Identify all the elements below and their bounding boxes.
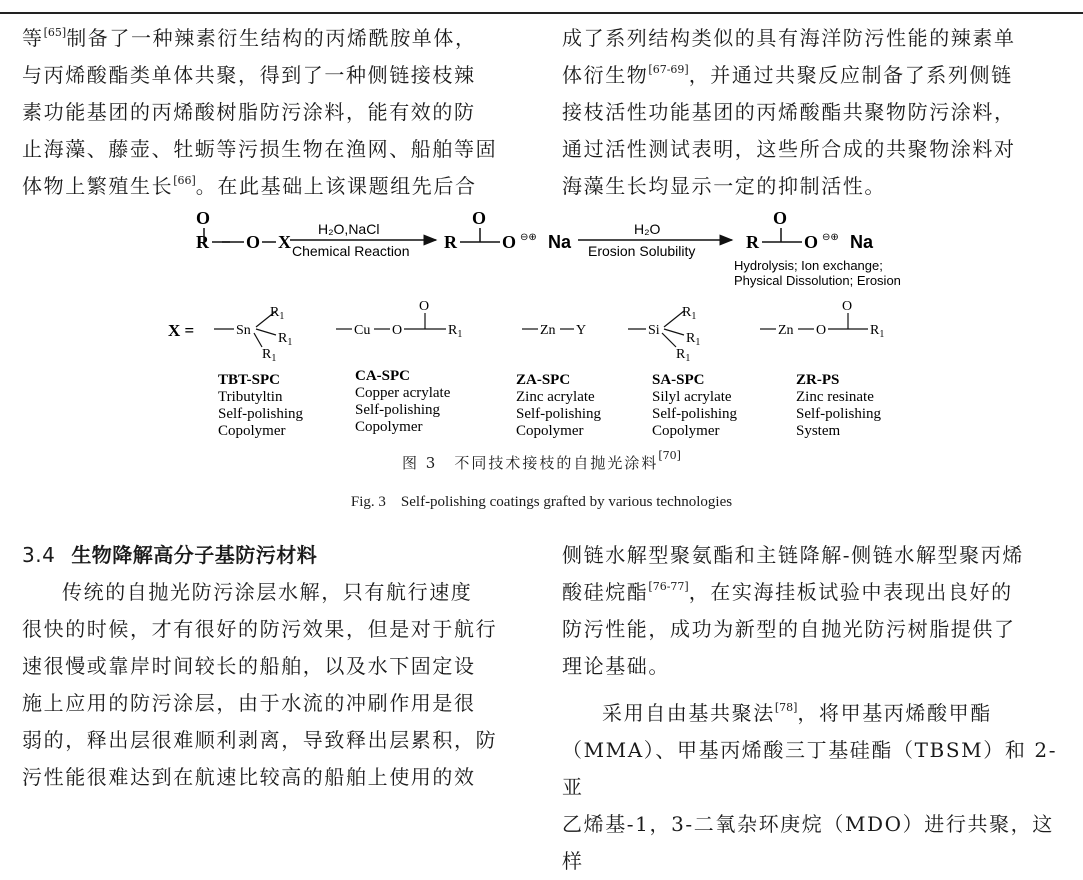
svg-text:O: O <box>472 208 487 228</box>
svg-text:Copolymer: Copolymer <box>355 419 423 435</box>
x-group: X <box>278 232 291 252</box>
svg-text:Self-polishing: Self-polishing <box>652 406 737 422</box>
svg-text:R1: $R_1$ <box>682 305 697 322</box>
section-heading <box>22 537 532 574</box>
note-line1: Hydrolysis; Ion exchange; <box>734 258 883 273</box>
type-za-spc <box>516 372 601 439</box>
text-line: 防污性能，成功为新型的自抛光防污树脂提供了 <box>562 617 1016 641</box>
type-tbt-spc <box>218 372 303 439</box>
type-labels <box>218 368 881 439</box>
text-line: 通过活性测试表明，这些所合成的共聚物涂料对 <box>562 137 1016 161</box>
x-equals-label: X = <box>168 321 195 340</box>
svg-text:Copolymer: Copolymer <box>652 423 720 439</box>
svg-text:R1: $R_1$ <box>686 331 701 348</box>
final-product <box>746 208 874 252</box>
text-line: 接枝活性功能基团的丙烯酸酯共聚物防污涂料， <box>562 100 1016 124</box>
arrow-erosion-solubility <box>578 221 732 259</box>
text-line: 与丙烯酸酯类单体共聚，得到了一种侧链接枝辣 <box>22 63 476 87</box>
text-line: 成了系列结构类似的具有海洋防污性能的辣素单 <box>562 26 1016 50</box>
svg-text:Self-polishing: Self-polishing <box>218 406 303 422</box>
text-line: 很快的时候，才有很好的防污效果，但是对于航行 <box>22 617 498 641</box>
svg-text:R: R <box>444 232 457 252</box>
citation[interactable]: [70] <box>658 449 681 462</box>
text-line: 理论基础。 <box>562 654 670 678</box>
citation[interactable]: [76-77] <box>648 580 689 593</box>
citation[interactable]: [67-69] <box>648 63 689 76</box>
svg-text:Na: Na <box>850 232 874 252</box>
svg-text:O: O <box>502 232 517 252</box>
text-line: 酸硅烷酯[76-77]，在实海挂板试验中表现出良好的 <box>562 580 1013 604</box>
svg-text:SA-SPC: SA-SPC <box>652 372 705 388</box>
note-line2: Physical Dissolution; Erosion <box>734 273 901 288</box>
arrow-chemical-reaction <box>290 221 436 259</box>
text-line: 素功能基团的丙烯酸树脂防污涂料，能有效的防 <box>22 100 476 124</box>
figure-caption-en: Fig. 3 Self-polishing coatings grafted by various technologies <box>350 494 733 510</box>
svg-text:O: O <box>842 299 853 314</box>
svg-text:⊖⊕: ⊖⊕ <box>822 232 839 243</box>
svg-text:O: O <box>816 323 827 338</box>
svg-text:R1: $R_1$ <box>262 347 277 364</box>
svg-text:O: O <box>773 208 788 228</box>
svg-text:Self-polishing: Self-polishing <box>516 406 601 422</box>
svg-text:Cu: Cu <box>354 323 371 338</box>
text-line: 海藻生长均显示一定的抑制活性。 <box>562 174 886 198</box>
text-line: 传统的自抛光防污涂层水解，只有航行速度 <box>62 580 473 604</box>
section-number: 3.4 <box>22 543 56 567</box>
intermediate-sodium-salt <box>444 208 572 252</box>
citation[interactable]: [78] <box>774 701 798 714</box>
svg-text:R1: $R_1$ <box>278 331 293 348</box>
svg-text:Copolymer: Copolymer <box>516 423 584 439</box>
za-group <box>522 323 586 338</box>
svg-text:System: System <box>796 423 841 439</box>
svg-text:H₂O,NaCl: H₂O,NaCl <box>318 221 380 237</box>
svg-text:Y: Y <box>576 323 587 338</box>
svg-text:Zn: Zn <box>778 323 794 338</box>
citation[interactable]: [66] <box>173 174 196 187</box>
svg-text:ZA-SPC: ZA-SPC <box>516 372 571 388</box>
sa-group <box>628 305 700 364</box>
svg-text:Copolymer: Copolymer <box>218 423 286 439</box>
svg-text:Tributyltin: Tributyltin <box>218 389 283 405</box>
ca-group <box>336 299 462 340</box>
svg-text:Chemical Reaction: Chemical Reaction <box>292 243 410 259</box>
svg-text:Self-polishing: Self-polishing <box>355 402 440 418</box>
text-line: 体物上繁殖生长[66]。在此基础上该课题组先后合 <box>22 174 477 198</box>
r-group: R <box>196 232 209 252</box>
svg-text:R1: $R_1$ <box>870 323 885 340</box>
text-line: （MMA）、甲基丙烯酸三丁基硅酯（TBSM）和 2-亚 <box>562 738 1058 799</box>
citation[interactable]: [65] <box>43 26 67 39</box>
svg-text:Si: Si <box>648 323 660 338</box>
svg-text:Silyl acrylate: Silyl acrylate <box>652 389 732 405</box>
svg-text:Zinc acrylate: Zinc acrylate <box>516 389 595 405</box>
svg-text:O: O <box>804 232 819 252</box>
svg-text:Copper acrylate: Copper acrylate <box>355 385 451 401</box>
text-line: 止海藻、藤壶、牡蛎等污损生物在渔网、船舶等固 <box>22 137 498 161</box>
svg-text:ZR-PS: ZR-PS <box>796 372 840 388</box>
svg-text:Na: Na <box>548 232 572 252</box>
svg-text:O: O <box>392 323 403 338</box>
svg-text:CA-SPC: CA-SPC <box>355 368 410 384</box>
svg-text:TBT-SPC: TBT-SPC <box>218 372 280 388</box>
reactant-ester <box>196 208 291 252</box>
tbt-group <box>214 305 292 364</box>
text-line: 施上应用的防污涂层，由于水流的冲刷作用是很 <box>22 691 476 715</box>
svg-text:R1: $R_1$ <box>270 305 285 322</box>
text-line: 采用自由基共聚法[78]，将甲基丙烯酸甲酯 <box>602 701 992 725</box>
text-line: 乙烯基-1，3-二氧杂环庚烷（MDO）进行共聚，这样 <box>562 812 1054 873</box>
ester-o: O <box>246 232 261 252</box>
svg-text:H₂O: H₂O <box>634 221 661 237</box>
section-title: 生物降解高分子基防污材料 <box>71 543 318 567</box>
figure-caption-cn: 图 3 不同技术接枝的自抛光涂料[70] <box>402 449 681 472</box>
type-sa-spc <box>652 372 737 439</box>
svg-text:O: O <box>419 299 430 314</box>
type-ca-spc <box>355 368 451 435</box>
carbonyl-o: O <box>196 208 211 228</box>
type-zr-ps <box>796 372 881 439</box>
svg-text:R1: $R_1$ <box>676 347 691 364</box>
text-line: 侧链水解型聚氨酯和主链降解-侧链水解型聚丙烯 <box>562 543 1024 567</box>
text-line: 污性能很难达到在航速比较高的船舶上使用的效 <box>22 765 476 789</box>
svg-text:R: R <box>746 232 759 252</box>
bottom-right-column <box>562 537 1072 880</box>
text-line: 等[65]制备了一种辣素衍生结构的丙烯酰胺单体， <box>22 26 477 50</box>
bottom-left-column <box>22 537 532 796</box>
svg-text:R1: $R_1$ <box>448 323 463 340</box>
svg-text:Zinc resinate: Zinc resinate <box>796 389 874 405</box>
zr-group <box>760 299 884 340</box>
svg-text:⊖⊕: ⊖⊕ <box>520 232 537 243</box>
svg-text:Self-polishing: Self-polishing <box>796 406 881 422</box>
svg-text:Erosion Solubility: Erosion Solubility <box>588 243 696 259</box>
text-line: 弱的，释出层很难顺利剥离，导致释出层累积，防 <box>22 728 498 752</box>
svg-text:Zn: Zn <box>540 323 556 338</box>
svg-text:Sn: Sn <box>236 323 251 338</box>
text-line: 体衍生物[67-69]，并通过共聚反应制备了系列侧链 <box>562 63 1013 87</box>
text-line: 速很慢或靠岸时间较长的船舶，以及水下固定设 <box>22 654 476 678</box>
